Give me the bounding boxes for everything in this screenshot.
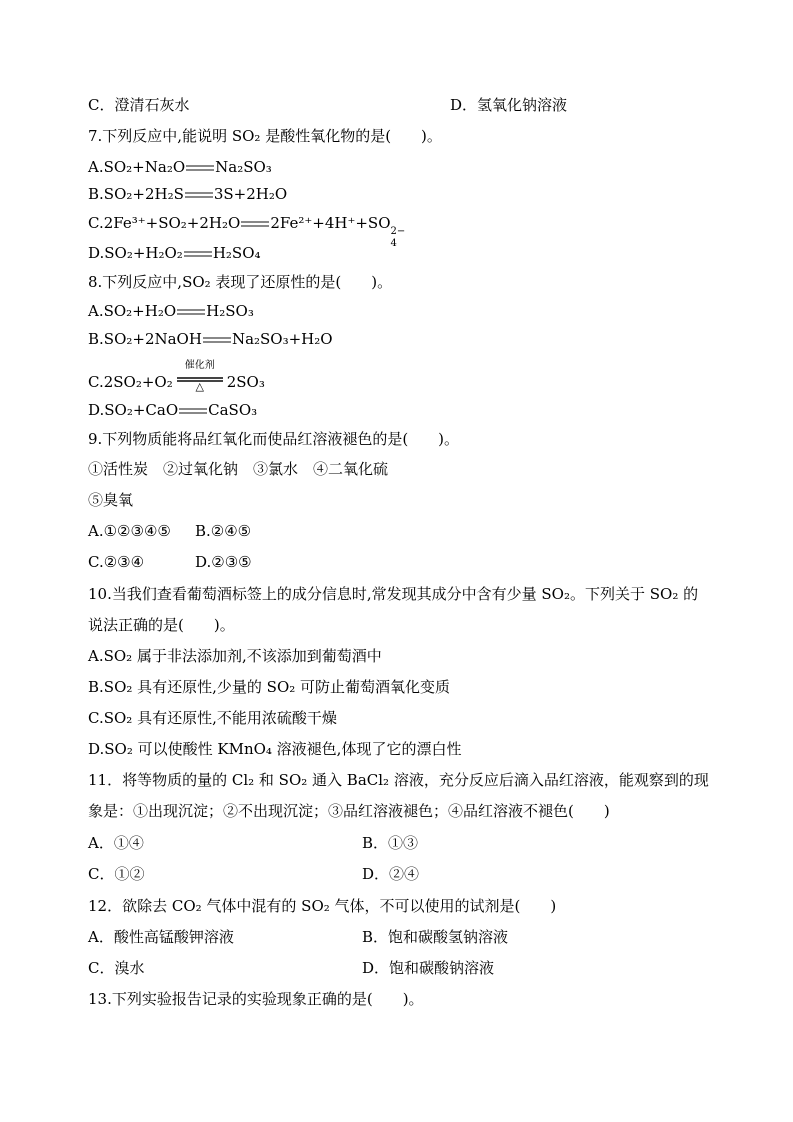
q11-option-d: D．②④ <box>362 865 420 883</box>
q10-option-b: B.SO₂ 具有还原性,少量的 SO₂ 可防止葡萄酒氧化变质 <box>88 678 451 696</box>
q9-option-a: A.①②③④⑤ <box>88 522 171 540</box>
q9-option-c: C.②③④ <box>88 553 145 571</box>
q11-option-b: B．①③ <box>362 834 419 852</box>
equals-sign <box>203 336 231 344</box>
q6-option-d: D．氢氧化钠溶液 <box>450 96 568 114</box>
q8-option-d <box>88 400 257 420</box>
q7-b-reactants: B.SO₂+2H₂S <box>88 185 184 203</box>
q7-b-products: 3S+2H₂O <box>213 185 288 203</box>
q12-options-ab <box>88 927 509 947</box>
q7-d-reactants: D.SO₂+H₂O₂ <box>88 244 183 262</box>
q12-option-c: C．溴水 <box>88 959 145 977</box>
q13-stem: 13.下列实验报告记录的实验现象正确的是( )。 <box>88 990 424 1008</box>
catalyst-arrow <box>177 360 223 393</box>
q7-a-products: Na₂SO₃ <box>215 158 272 176</box>
equals-sign <box>186 164 214 172</box>
equals-sign <box>179 407 207 415</box>
q12-option-d: D．饱和碳酸钠溶液 <box>362 959 495 977</box>
q11-options-cd <box>88 864 420 884</box>
catalyst-label: 催化剂 <box>184 360 215 371</box>
q12-option-b: B．饱和碳酸氢钠溶液 <box>362 928 509 946</box>
q11-option-c: C．①② <box>88 865 145 883</box>
q12-stem: 12．欲除去 CO₂ 气体中混有的 SO₂ 气体，不可以使用的试剂是( ) <box>88 897 557 915</box>
q7-option-d <box>88 243 261 263</box>
q10-option-c: C.SO₂ 具有还原性,不能用浓硫酸干燥 <box>88 709 337 727</box>
q8-c-reactants: C.2SO₂+O₂ <box>88 373 173 391</box>
equals-sign <box>184 250 212 258</box>
reversible-sign <box>177 308 205 316</box>
q9-option-d: D.②③⑤ <box>195 553 252 571</box>
q9-items-line2: ⑤臭氧 <box>88 491 134 509</box>
q11-options-ab <box>88 833 419 853</box>
q6-option-row <box>88 95 568 115</box>
q8-d-reactants: D.SO₂+CaO <box>88 401 179 419</box>
q8-option-b <box>88 329 333 349</box>
q7-option-c <box>88 213 411 249</box>
q8-a-reactants: A.SO₂+H₂O <box>88 302 177 320</box>
q7-d-products: H₂SO₄ <box>212 244 261 262</box>
equals-sign <box>241 220 269 228</box>
q7-option-b <box>88 184 287 204</box>
q9-options-ab <box>88 521 252 541</box>
q8-a-products: H₂SO₃ <box>206 302 254 320</box>
q10-option-d: D.SO₂ 可以使酸性 KMnO₄ 溶液褪色,体现了它的漂白性 <box>88 740 462 758</box>
q12-option-a: A．酸性高锰酸钾溶液 <box>88 928 234 946</box>
q11-stem-line1: 11．将等物质的量的 Cl₂ 和 SO₂ 通入 BaCl₂ 溶液，充分反应后滴入品红溶液，能观察到的现 <box>88 771 709 789</box>
q9-items-line1: ①活性炭 ②过氧化钠 ③氯水 ④二氧化硫 <box>88 460 389 478</box>
q9-stem: 9.下列物质能将品红氧化而使品红溶液褪色的是( )。 <box>88 430 460 448</box>
q12-options-cd <box>88 958 495 978</box>
q8-b-products: Na₂SO₃+H₂O <box>231 330 333 348</box>
q7-c-reactants: C.2Fe³⁺+SO₂+2H₂O <box>88 214 241 232</box>
q11-option-a: A．①④ <box>88 834 144 852</box>
q10-stem-line1: 10.当我们查看葡萄酒标签上的成分信息时,常发现其成分中含有少量 SO₂。下列关于 SO₂ 的 <box>88 585 699 603</box>
q10-option-a: A.SO₂ 属于非法添加剂,不该添加到葡萄酒中 <box>88 647 382 665</box>
q11-stem-line2: 象是：①出现沉淀；②不出现沉淀；③品红溶液褪色；④品红溶液不褪色( ) <box>88 802 610 820</box>
q9-option-b: B.②④⑤ <box>195 522 252 540</box>
arrow-line-top <box>177 377 223 379</box>
sulfate-subscript: 4 <box>390 238 397 249</box>
q7-c-products: 2Fe²⁺+4H⁺+SO <box>270 214 391 232</box>
q10-stem-line2: 说法正确的是( )。 <box>88 616 235 634</box>
q7-option-a <box>88 157 272 177</box>
q8-option-c <box>88 360 265 393</box>
sulfate-superscript: 2− <box>390 226 406 237</box>
q9-options-cd <box>88 552 252 572</box>
q8-d-products: CaSO₃ <box>208 401 258 419</box>
heat-symbol: △ <box>195 380 204 393</box>
q8-b-reactants: B.SO₂+2NaOH <box>88 330 202 348</box>
q8-c-products: 2SO₃ <box>226 373 265 391</box>
q6-option-c: C．澄清石灰水 <box>88 96 190 114</box>
q8-stem: 8.下列反应中,SO₂ 表现了还原性的是( )。 <box>88 273 393 291</box>
q7-stem: 7.下列反应中,能说明 SO₂ 是酸性氧化物的是( )。 <box>88 127 442 145</box>
q7-a-reactants: A.SO₂+Na₂O <box>88 158 186 176</box>
equals-sign <box>185 191 213 199</box>
q8-option-a <box>88 301 254 321</box>
